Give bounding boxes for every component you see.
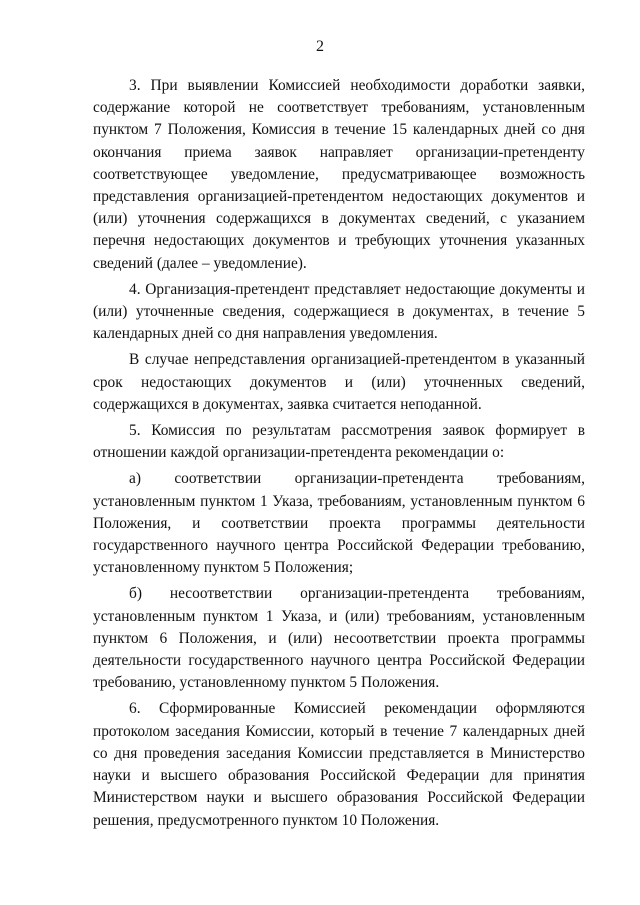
- paragraph-4: 4. Организация-претендент представляет недостающие документы и (или) уточненные сведения, содержащиеся в документах, в течение 5 календарных дней со дня направления уведомления.: [93, 280, 585, 343]
- paragraph-5-item-a: а) соответствии организации-претендента требованиям, установленным пунктом 1 Указа, требованиям, установленным пунктом 6 Положения, и соответствии проекта программы деятельности государственного научного центра Российской Федерации требованию, установленному пунктом 5 Положения;: [93, 470, 585, 577]
- document-body: [93, 75, 585, 832]
- paragraph-5: 5. Комиссия по результатам рассмотрения заявок формирует в отношении каждой организации-претендента рекомендации о:: [93, 422, 585, 462]
- paragraph-6: 6. Сформированные Комиссией рекомендации оформляются протоколом заседания Комиссии, который в течение 7 календарных дней со дня проведения заседания Комиссии представляется в Министерство науки и высшего образования Российской Федерации для принятия Министерством науки и высшего образования Российской Федерации решения, предусмотренного пунктом 10 Положения.: [93, 700, 585, 829]
- page-number: 2: [316, 38, 324, 55]
- paragraph-4-continuation: В случае непредставления организацией-претендентом в указанный срок недостающих документов и (или) уточненных сведений, содержащихся в документах, заявка считается неподанной.: [93, 351, 585, 413]
- paragraph-5-item-b: б) несоответствии организации-претендента требованиям, установленным пунктом 1 Указа, и (или) требованиям, установленным пунктом 6 Положения, и (или) несоответствии проекта программы деятельности государственного научного центра Российской Федерации требованию, установленному пунктом 5 Положения.: [93, 585, 585, 692]
- paragraph-3: 3. При выявлении Комиссией необходимости доработки заявки, содержание которой не соответствует требованиям, установленным пунктом 7 Положения, Комиссия в течение 15 календарных дней со дня окончания приема заявок направляет организации-претенденту соответствующее уведомление, предусматривающее возможность представления организацией-претендентом недостающих документов и (или) уточнения содержащихся в документах сведений, с указанием перечня недостающих документов и требующих уточнения указанных сведений (далее – уведомление).: [93, 77, 585, 272]
